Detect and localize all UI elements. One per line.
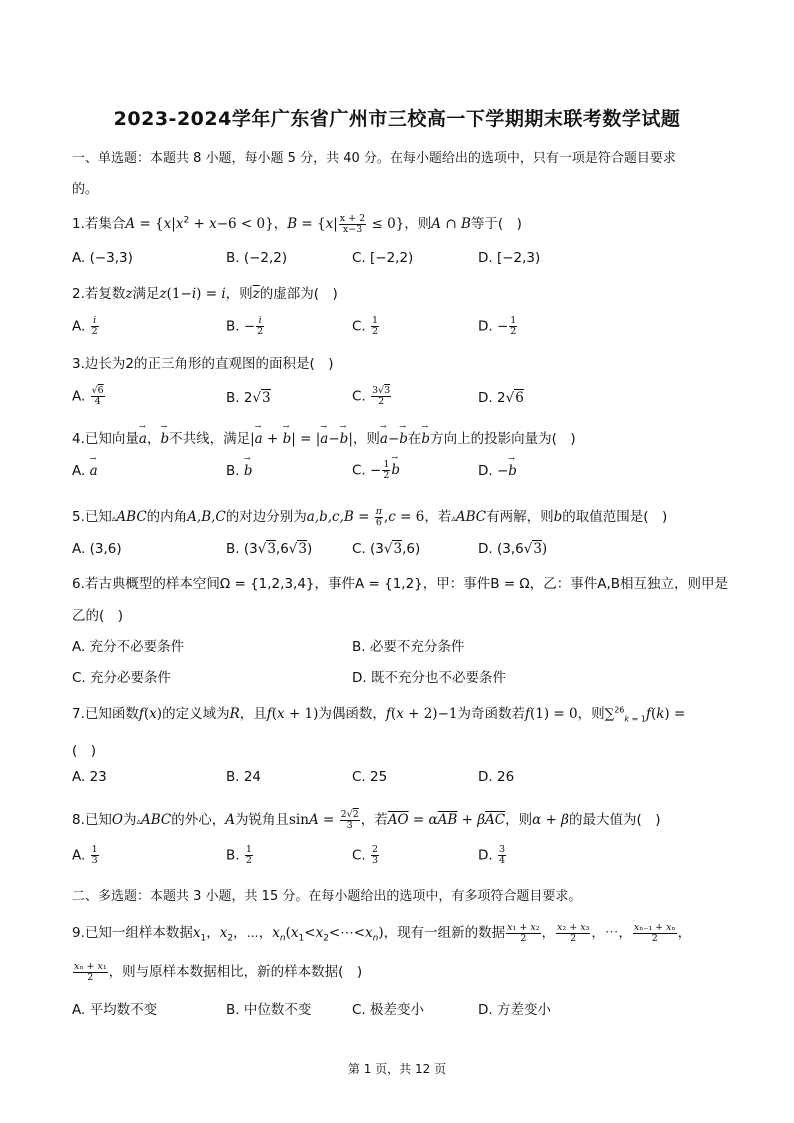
q2-option-a[interactable]: A. $\frac{i}{2}$ xyxy=(72,315,98,337)
q7-option-c[interactable]: C. 25 xyxy=(352,769,388,785)
q4-option-d[interactable]: D. −→ b xyxy=(478,463,517,479)
q4-option-a[interactable]: A. → a xyxy=(72,463,98,479)
q2-option-c[interactable]: C. $\frac{1}{2}$ xyxy=(352,315,379,337)
q2-option-d[interactable]: D. − $\frac{1}{2}$ xyxy=(478,315,517,337)
question-6-cont: 乙的( ) xyxy=(72,608,124,624)
q5-option-b[interactable]: B. (3√3,6√3) xyxy=(226,541,313,557)
q5-option-d[interactable]: D. (3,6√3) xyxy=(478,541,548,557)
q8-option-d[interactable]: D. $\frac{3}{4}$ xyxy=(478,844,506,866)
q4-option-c[interactable]: C. − $\frac{1}{2}$ → b xyxy=(352,460,400,481)
page-title: 2023-2024学年广东省广州市三校高一下学期期末联考数学试题 xyxy=(113,108,681,130)
question-3: 3.边长为2的正三角形的直观图的面积是( ) xyxy=(72,356,334,372)
question-9: 9.已知一组样本数据$x_1$，$x_2$，⋯，$x_n(x_1<x_2<\cdots<x_n)$，现有一组新的数据 $\frac{\text{x₁ + x₂}}{2}$ ， $\frac{\text{x₂ + x₃}}{2}$ ，⋯， $\frac{\text{xₙ₋₁ + xₙ}}{2}$ ， xyxy=(72,921,692,944)
q5-option-c[interactable]: C. (3√3,6) xyxy=(352,541,421,557)
page-footer: 第 1 页，共 12 页 xyxy=(347,1062,447,1076)
q9-option-b[interactable]: B. 中位数不变 xyxy=(226,1002,312,1018)
question-9-cont: $\frac{\text{xₙ + x₁}}{2}$ ，则与原样本数据相比，新的样本数据( ) xyxy=(74,960,363,983)
q1-option-c[interactable]: C. [−2,2) xyxy=(352,250,414,266)
q3-option-b[interactable]: B. 2√3 xyxy=(226,390,271,406)
q6-option-b[interactable]: B. 必要不充分条件 xyxy=(352,639,465,655)
question-2: 2.若复数z满足z(1−i) = i，则$\overline{z}$的虚部为( ) xyxy=(72,286,338,302)
q1-option-d[interactable]: D. [−2,3) xyxy=(478,250,541,266)
q8-option-a[interactable]: A. $\frac{1}{3}$ xyxy=(72,844,98,866)
q6-option-a[interactable]: A. 充分不必要条件 xyxy=(72,639,185,655)
q3-option-d[interactable]: D. 2√6 xyxy=(478,390,524,406)
q2-option-b[interactable]: B. − $\frac{i}{2}$ xyxy=(226,315,264,337)
question-1: 1.若集合$A = \{x|x^2 + x-6 < 0\}$，B = {x| $\frac{x + 2}{x-3}$ ≤ 0}，则A ∩ B等于( ) xyxy=(72,212,522,235)
q3-option-a[interactable]: A. $\frac{√6}{4}$ xyxy=(72,385,104,407)
question-7-cont: ( ) xyxy=(72,743,97,759)
q7-option-b[interactable]: B. 24 xyxy=(226,769,262,785)
section-1-heading: 一、单选题：本题共 8 小题，每小题 5 分，共 40 分。在每小题给出的选项中，只有一项是符合题目要求 xyxy=(72,151,676,166)
section-2-heading: 二、多选题：本题共 3 小题，共 15 分。在每小题给出的选项中，有多项符合题目要求。 xyxy=(72,889,582,904)
q6-option-c[interactable]: C. 充分必要条件 xyxy=(72,670,172,686)
question-4: 4.已知向量→ a，→ b不共线，满足|→ a + → b| = |→ a−→ b|，则→ a−→ b在→ b方向上的投影向量为( ) xyxy=(72,427,576,447)
q9-option-d[interactable]: D. 方差变小 xyxy=(478,1002,551,1018)
q7-option-a[interactable]: A. 23 xyxy=(72,769,107,785)
q9-option-c[interactable]: C. 极差变小 xyxy=(352,1002,425,1018)
q6-option-d[interactable]: D. 既不充分也不必要条件 xyxy=(352,670,506,686)
q1-option-a[interactable]: A. (−3,3) xyxy=(72,250,133,266)
question-5: 5.已知▵ABC的内角A,B,C的对边分别为a,b,c,B = $\frac{\pi}{6}$ ,c = 6，若▵ABC有两解，则b的取值范围是( ) xyxy=(72,505,668,528)
q1-option-b[interactable]: B. (−2,2) xyxy=(226,250,288,266)
q7-option-d[interactable]: D. 26 xyxy=(478,769,515,785)
q5-option-a[interactable]: A. (3,6) xyxy=(72,541,122,557)
question-7: 7.已知函数f(x)的定义域为R，且f(x + 1)为偶函数，f(x + 2)−1为奇函数若f(1) = 0，则∑$^{26}_{k = 1}$f(k) = xyxy=(72,705,686,724)
question-8: 8.已知O为▵ABC的外心，A为锐角且sinA = $\frac{2√2}{3}$ ，若$\overline{AO} = \alpha\overline{AB} + \beta\overline{AC}$，则α + β的最大值为( ) xyxy=(72,808,661,831)
q8-option-b[interactable]: B. $\frac{1}{2}$ xyxy=(226,844,252,866)
q3-option-c[interactable]: C. $\frac{3√3}{2}$ xyxy=(352,385,391,407)
section-1-heading-cont: 的。 xyxy=(72,182,99,197)
q9-option-a[interactable]: A. 平均数不变 xyxy=(72,1002,158,1018)
question-6: 6.若古典概型的样本空间Ω = {1,2,3,4}，事件A = {1,2}，甲：事件B = Ω，乙：事件A,B相互独立，则甲是 xyxy=(72,576,729,592)
q8-option-c[interactable]: C. $\frac{2}{3}$ xyxy=(352,844,379,866)
q4-option-b[interactable]: B. → b xyxy=(226,463,253,479)
